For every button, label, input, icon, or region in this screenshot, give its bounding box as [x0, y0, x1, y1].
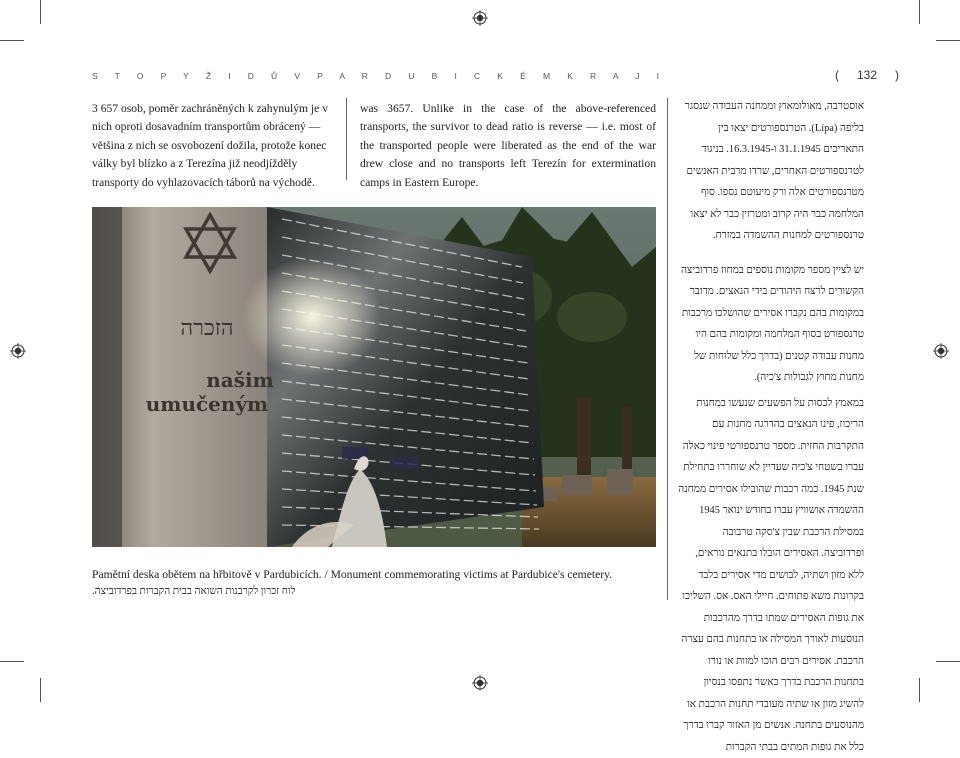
page-number-value: 132: [857, 68, 877, 82]
czech-text: 3 657 osob, poměr zachráněných k zahynulým je v nich oproti dosavadním transportům obrácený — většina z nich se osvobození dožila, protože konec války byl blízko a z Terezína již neodjížděly transporty do vyhlazovacích táborů na východě.: [92, 100, 332, 192]
memorial-photo-illustration: [92, 207, 656, 547]
plaque-text-line-1: našim: [206, 368, 274, 392]
crop-mark: [40, 0, 41, 24]
page-number-close-paren: ): [895, 68, 899, 82]
registration-mark-icon: [933, 343, 949, 359]
hebrew-paragraph: אוסטרבה, מאולומאוץ וממחנה העבודה שנסגר בליפה (Lípa). הטרנספורטים יצאו בין התאריכים 31.1.1945 ו-16.3.1945. בניגוד לטרנספורטים האחרים, שרדו מרבית האנשים מטרנספורטים אלה ורק מיעוטם נספו. סוף המלחמה כבר היה קרוב ומטרזין כבר לא יצאו טרנספורטים למחנות ההשמדה במזרח.: [678, 96, 864, 247]
crop-mark: [919, 0, 920, 24]
hebrew-paragraph: במאמץ לכסות על הפשעים שנעשו במחנות הריכוז, פינו הנאצים בהדרגה מחנות עם התקרבות החזית. מספר טרנספורטי פינוי כאלה עברו בשטחי צ'כיה שעדיין לא שוחררו בתחילת שנת 1945. כמה רכבות שהובילו אסירים ממחנה ההשמדה אושוויץ עברו בחודש ינואר 1945 במסילת הרכבת שבין צ'סקה טרבובה ופרדוביצה. האסירים הובלו בתנאים נוראים, ללא מזון ושתיה, לבושים מדי אסירים בלבד בקרונות משא פתוחים. חיילי האס. אס. השליכו את גופות האסירים שמתו בדרך מהרכבות הנוסעות לאורך המסילה או בתחנות בהם עצרה הרכבת. אסירים רבים הוכו למוות או נורו בתחנות הרכבת בדרך כאשר נתפסו בנסיון להשיג מזון או שתיה מעובדי תחנות הרכבת או מהנוסעים בתחנה. אנשים מן האזור קברו בדרך כלל את גופות המתים בבתי הקברות: [678, 393, 864, 758]
registration-mark-icon: [472, 10, 488, 26]
plaque-text-line-2: umučeným: [146, 392, 268, 416]
hebrew-text: [678, 96, 864, 758]
english-text: was 3657. Unlike in the case of the above-referenced transports, the survivor to dead ratio is reverse — i.e. most of the transported people were liberated as the end of the war drew close and no transports left Terezín for extermination camps in Eastern Europe.: [360, 100, 656, 192]
crop-mark: [936, 661, 960, 662]
photo-caption: Pamětní deska obětem na hřbitově v Pardubicích. / Monument commemorating victims at Pardubice's cemetery.: [92, 568, 672, 581]
crop-mark: [0, 40, 24, 41]
running-header: S T O P Y Ž I D Ů V P A R D U B I C K É M K R A J I: [92, 71, 666, 81]
crop-mark: [919, 678, 920, 702]
crop-mark: [936, 40, 960, 41]
column-divider: [667, 98, 668, 600]
crop-mark: [40, 678, 41, 702]
registration-mark-icon: [472, 675, 488, 691]
hebrew-paragraph: יש לציין מספר מקומות נוספים במחוז פרדוביצה הקשורים לרצח היהודים בידי הנאצים. מדובר במקומות בהם נקברו אסירים שהושלכו מרכבות טרנספורט בסוף המלחמה ומקומות בהם היו מחנות עבודה קטנים (בדרך כלל שלוחות של מחנות מחוץ לגבולות צ'כיה).: [678, 260, 864, 389]
crop-mark: [0, 661, 24, 662]
page-number-open-paren: (: [835, 68, 839, 82]
memorial-photo: [92, 207, 656, 547]
column-divider: [346, 98, 347, 180]
star-hebrew-letters: הזכרה: [180, 316, 233, 341]
photo-caption-hebrew: לוח זכרון לקרבנות השואה בבית הקברות בפרדוביצה.: [92, 586, 332, 597]
registration-mark-icon: [10, 343, 26, 359]
page-number: [826, 68, 908, 82]
